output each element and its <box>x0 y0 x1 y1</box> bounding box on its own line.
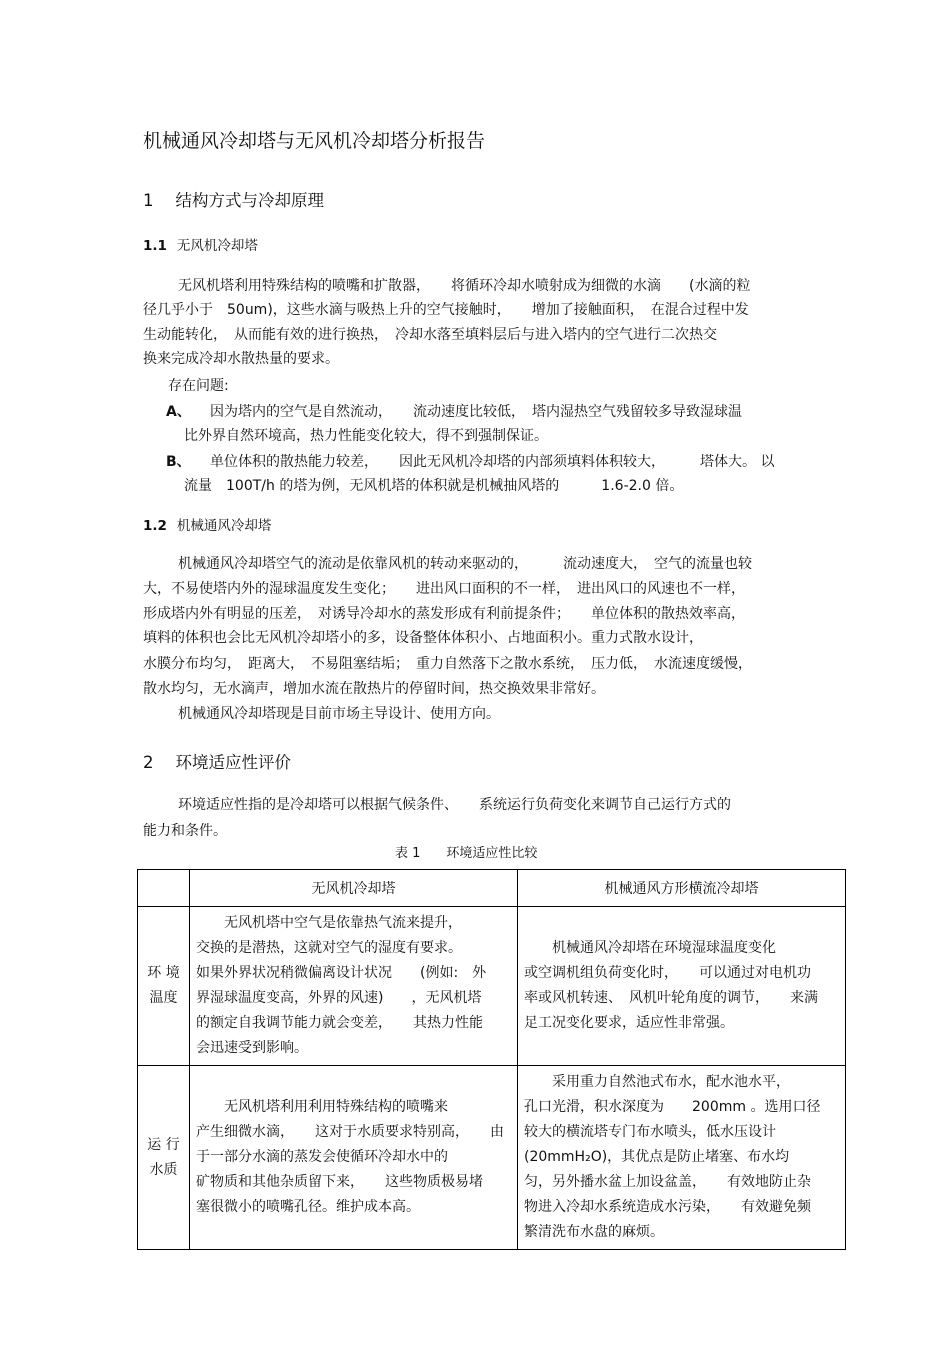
cell-line: 率或风机转速、 风机叶轮角度的调节， 来满 <box>524 990 818 1006</box>
cell-line: 交换的是潜热，这就对空气的湿度有要求。 <box>196 940 462 956</box>
cell-line: 无风机塔利用利用特殊结构的喷嘴来 <box>196 1099 448 1115</box>
cell-line: 较大的横流塔专门布水喷头，低水压设计 <box>524 1124 776 1140</box>
cell-line: 或空调机组负荷变化时， 可以通过对电机功 <box>524 965 811 981</box>
paragraph-line: 形成塔内外有明显的压差， 对诱导冷却水的蒸发形成有利前提条件； 单位体积的散热效率高， <box>143 606 745 622</box>
table-cell <box>190 1066 518 1250</box>
cell-line: 足工况变化要求，适应性非常强。 <box>524 1015 734 1031</box>
section-title: 结构方式与冷却原理 <box>175 191 324 210</box>
cell-line: 采用重力自然池式布水，配水池水平， <box>524 1074 790 1090</box>
table-row <box>138 1066 846 1250</box>
cell-line: 的额定自我调节能力就会变差， 其热力性能 <box>196 1015 483 1031</box>
subsection-title: 机械通风冷却塔 <box>176 518 272 534</box>
row-label-line: 运 行 <box>147 1136 180 1153</box>
subsection-1-2-heading <box>143 520 271 534</box>
table-header-cell: 无风机冷却塔 <box>190 870 518 907</box>
issues-label: 存在问题: <box>168 378 229 394</box>
table-cell <box>518 1066 846 1250</box>
row-label-line: 环 境 <box>147 965 180 981</box>
table-header-row <box>138 870 846 907</box>
cell-line: 如果外界状况稍微偏离设计状况 (例如: 外 <box>196 965 487 981</box>
cell-line: 界湿球温度变高，外界的风速) ，无风机塔 <box>196 990 482 1006</box>
paragraph-line: 无风机塔利用特殊结构的喷嘴和扩散器， 将循环冷却水喷射成为细微的水滴 (水滴的粒 <box>178 278 751 294</box>
cell-line: (20mmH₂O)，其优点是防止堵塞、布水均 <box>524 1149 790 1165</box>
table-header-cell: 机械通风方形横流冷却塔 <box>518 870 846 907</box>
row-label-line: 温度 <box>149 990 178 1006</box>
paragraph-line: 散水均匀，无水滴声，增加水流在散热片的停留时间，热交换效果非常好。 <box>143 681 605 697</box>
cell-line: 孔口光滑，积水深度为 200mm 。选用口径 <box>524 1099 821 1115</box>
paragraph-line: 填料的体积也会比无风机冷却塔小的多，设备整体体积小、占地面积小。重力式散水设计， <box>143 630 703 646</box>
issue-b-line: 单位体积的散热能力较差， 因此无风机冷却塔的内部须填料体积较大， 塔体大。 以 <box>210 454 775 470</box>
section-number: 2 <box>143 753 154 772</box>
issue-b-label: B、 <box>166 454 191 470</box>
row-label-line: 水质 <box>149 1161 178 1178</box>
cell-line: 繁清洗布水盘的麻烦。 <box>524 1224 664 1240</box>
cell-line: 于一部分水滴的蒸发会使循环冷却水中的 <box>196 1149 448 1165</box>
cell-line: 产生细微水滴， 这对于水质要求特别高， 由 <box>196 1124 504 1140</box>
paragraph-line: 能力和条件。 <box>143 823 227 839</box>
cell-line: 塞很微小的喷嘴孔径。维护成本高。 <box>196 1199 420 1215</box>
table-cell <box>190 907 518 1066</box>
subsection-number: 1.1 <box>143 238 167 254</box>
section-2-heading <box>143 755 291 772</box>
cell-line: 物进入冷却水系统造成水污染， 有效避免频 <box>524 1199 811 1215</box>
paragraph-line: 机械通风冷却塔空气的流动是依靠风机的转动来驱动的， 流动速度大， 空气的流量也较 <box>178 556 752 572</box>
subsection-number: 1.2 <box>143 518 167 534</box>
issue-a-label: A、 <box>166 404 191 420</box>
row-label-cell <box>138 1066 190 1250</box>
issue-a-line: 因为塔内的空气是自然流动， 流动速度比较低， 塔内湿热空气残留较多导致湿球温 <box>210 404 742 420</box>
paragraph-line: 环境适应性指的是冷却塔可以根据气候条件、 系统运行负荷变化来调节自己运行方式的 <box>178 797 731 813</box>
table-header-cell <box>138 870 190 907</box>
table-row <box>138 907 846 1066</box>
subsection-title: 无风机冷却塔 <box>176 238 258 254</box>
issue-b <box>166 455 774 469</box>
issue-a-line: 比外界自然环境高，热力性能变化较大，得不到强制保证。 <box>184 428 548 444</box>
paragraph-line: 机械通风冷却塔现是目前市场主导设计、使用方向。 <box>178 706 500 722</box>
issue-a <box>166 405 742 419</box>
section-1-heading <box>143 193 324 210</box>
comparison-table <box>137 869 846 1250</box>
subsection-1-1-heading <box>143 240 258 254</box>
cell-line: 匀，另外播水盆上加设盆盖， 有效地防止杂 <box>524 1174 811 1190</box>
paragraph-line: 径几乎小于 50um)，这些水滴与吸热上升的空气接触时， 增加了接触面积， 在混合过程中发 <box>143 302 749 318</box>
page-title: 机械通风冷却塔与无风机冷却塔分析报告 <box>143 130 486 152</box>
issue-b-line: 流量 100T/h 的塔为例，无风机塔的体积就是机械抽风塔的 1.6-2.0 倍。 <box>184 478 684 494</box>
cell-line: 机械通风冷却塔在环境湿球温度变化 <box>524 940 776 956</box>
section-title: 环境适应性评价 <box>175 753 291 772</box>
cell-line: 会迅速受到影响。 <box>196 1040 308 1056</box>
table-caption: 表 1 环境适应性比较 <box>395 846 538 861</box>
cell-line: 无风机塔中空气是依靠热气流来提升， <box>196 915 462 931</box>
paragraph-line: 换来完成冷却水散热量的要求。 <box>143 351 339 367</box>
table-cell <box>518 907 846 1066</box>
paragraph-line: 大，不易使塔内外的湿球温度发生变化； 进出风口面积的不一样， 进出风口的风速也不一样， <box>143 581 745 597</box>
cell-line: 矿物质和其他杂质留下来， 这些物质极易堵 <box>196 1174 483 1190</box>
paragraph-line: 水膜分布均匀， 距离大， 不易阻塞结垢； 重力自然落下之散水系统， 压力低， 水流速度缓慢， <box>143 656 752 672</box>
row-label-cell <box>138 907 190 1066</box>
section-number: 1 <box>143 191 154 210</box>
paragraph-line: 生动能转化， 从而能有效的进行换热， 冷却水落至填料层后与进入塔内的空气进行二次热交 <box>143 327 717 343</box>
